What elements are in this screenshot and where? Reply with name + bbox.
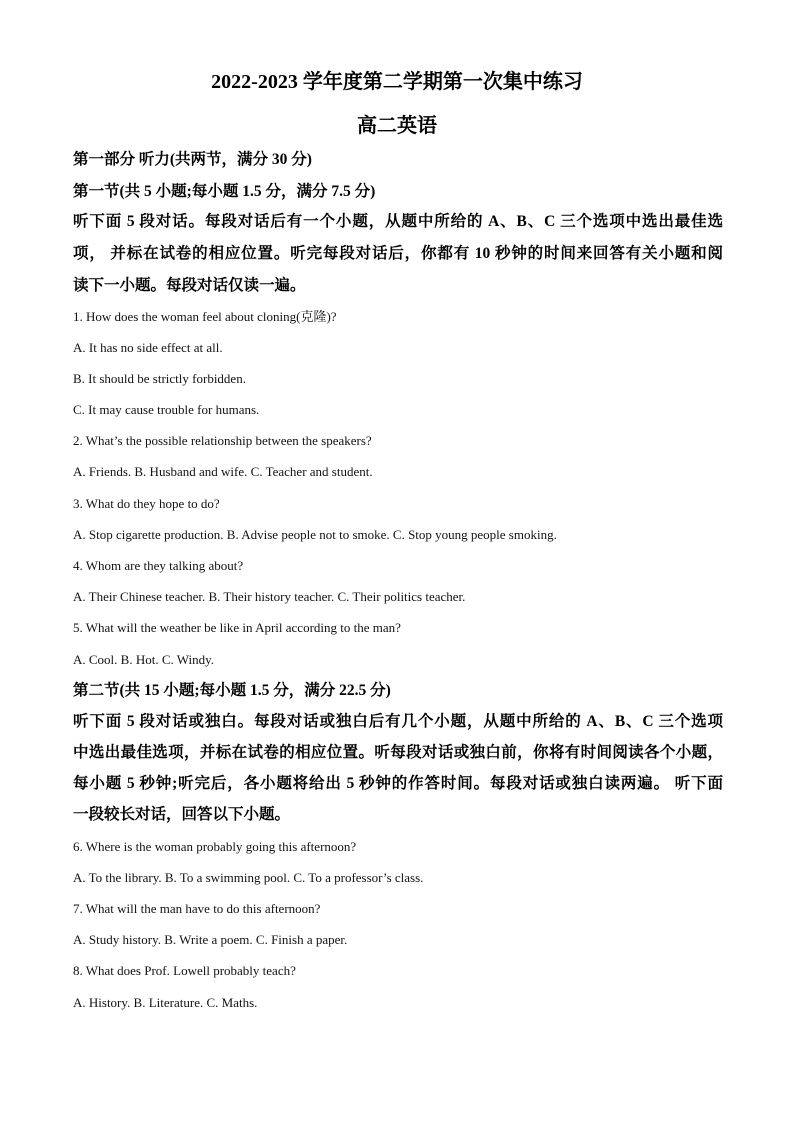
- answer-options: A. Stop cigarette production. B. Advise people not to smoke. C. Stop young people smoking.: [73, 527, 557, 542]
- question-text: 1. How does the woman feel about cloning(克隆)?: [73, 309, 337, 324]
- exam-title: 2022-2023 学年度第二学期第一次集中练习: [211, 71, 583, 93]
- answer-options: A. History. B. Literature. C. Maths.: [73, 995, 258, 1010]
- section2-instruction-line: 每小题 5 秒钟;听完后，各小题将给出 5 秒钟的作答时间。每段对话或独白读两遍。 听下面: [73, 775, 723, 792]
- answer-options: A. Friends. B. Husband and wife. C. Teacher and student.: [73, 464, 373, 479]
- part-heading: 第一部分 听力(共两节，满分 30 分): [73, 151, 312, 168]
- section2-instruction-line: 听下面 5 段对话或独白。每段对话或独白后有几个小题，从题中所给的 A、B、C 三个选项: [73, 713, 723, 730]
- question-text: 8. What does Prof. Lowell probably teach?: [73, 963, 296, 978]
- answer-options: A. Study history. B. Write a poem. C. Finish a paper.: [73, 932, 348, 947]
- section2-instruction-line: 一段较长对话，回答以下小题。: [73, 806, 291, 823]
- answer-options: A. Their Chinese teacher. B. Their history teacher. C. Their politics teacher.: [73, 589, 466, 604]
- answer-option: A. It has no side effect at all.: [73, 340, 223, 355]
- section2-heading: 第二节(共 15 小题;每小题 1.5 分，满分 22.5 分): [73, 682, 391, 699]
- question-text: 4. Whom are they talking about?: [73, 558, 244, 573]
- answer-options: A. Cool. B. Hot. C. Windy.: [73, 652, 215, 667]
- question-text: 3. What do they hope to do?: [73, 496, 220, 511]
- section1-instruction-line: 项， 并标在试卷的相应位置。听完每段对话后，你都有 10 秒钟的时间来回答有关小题和阅: [73, 245, 723, 262]
- question-text: 5. What will the weather be like in April according to the man?: [73, 620, 401, 635]
- question-text: 7. What will the man have to do this afternoon?: [73, 901, 321, 916]
- section2-instruction-line: 中选出最佳选项，并标在试卷的相应位置。听每段对话或独白前，你将有时间阅读各个小题，: [73, 744, 723, 761]
- question-text: 2. What’s the possible relationship between the speakers?: [73, 433, 372, 448]
- exam-subtitle: 高二英语: [357, 115, 437, 137]
- section1-instruction-line: 听下面 5 段对话。每段对话后有一个小题，从题中所给的 A、B、C 三个选项中选出最佳选: [73, 213, 723, 230]
- answer-option: B. It should be strictly forbidden.: [73, 371, 246, 386]
- answer-option: C. It may cause trouble for humans.: [73, 402, 260, 417]
- answer-options: A. To the library. B. To a swimming pool. C. To a professor’s class.: [73, 870, 424, 885]
- section1-instruction-line: 读下一小题。每段对话仅读一遍。: [73, 277, 306, 294]
- question-text: 6. Where is the woman probably going this afternoon?: [73, 839, 357, 854]
- section1-heading: 第一节(共 5 小题;每小题 1.5 分，满分 7.5 分): [73, 183, 376, 200]
